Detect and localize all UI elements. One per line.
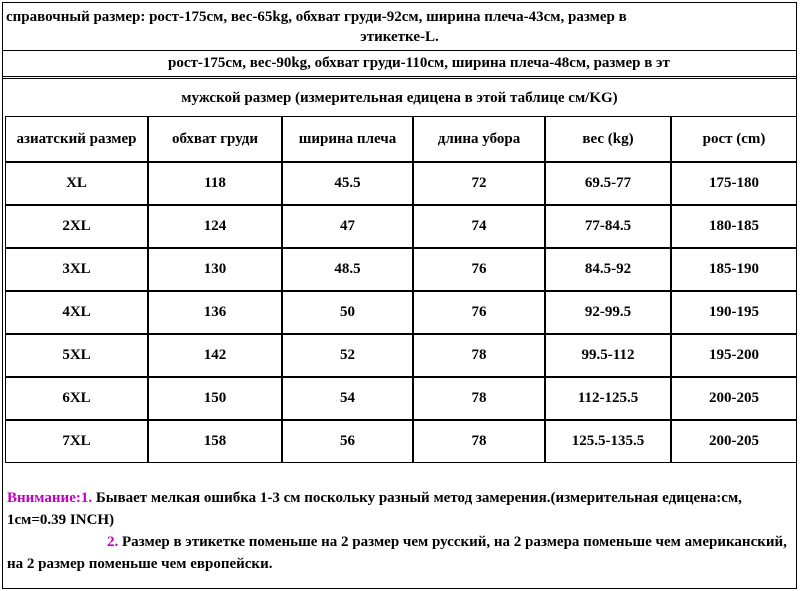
cell-shoulder: 50 [282, 291, 413, 334]
cell-length: 78 [413, 420, 545, 463]
table-header-row [5, 116, 797, 162]
cell-chest: 142 [148, 334, 282, 377]
table-row [5, 377, 797, 420]
divider [3, 50, 796, 51]
divider-double [3, 76, 796, 79]
size-chart-sheet [2, 2, 797, 589]
cell-chest: 130 [148, 248, 282, 291]
cell-shoulder: 48.5 [282, 248, 413, 291]
cell-length: 78 [413, 377, 545, 420]
table-row [5, 162, 797, 205]
note-1 [7, 487, 797, 531]
warning-label: Внимание:1. [7, 490, 93, 506]
header-weight: вес (kg) [545, 116, 671, 162]
cell-chest: 124 [148, 205, 282, 248]
header-chest: обхват груди [148, 116, 282, 162]
note-2 [7, 531, 797, 575]
header-height: рост (cm) [671, 116, 797, 162]
cell-size: 3XL [5, 248, 148, 291]
note-1-text: Бывает мелкая ошибка 1-3 см поскольку разный метод замерения.(измерительная едицена:см, 1см=0.39 INCH) [7, 490, 742, 528]
note-2-number: 2. [107, 534, 119, 550]
table-row [5, 205, 797, 248]
table-caption: мужской размер (измерительная едицена в этой таблице см/KG) [181, 90, 618, 106]
cell-chest: 118 [148, 162, 282, 205]
size-table [5, 116, 797, 463]
cell-size: 5XL [5, 334, 148, 377]
cell-length: 74 [413, 205, 545, 248]
header-shoulder: ширина плеча [282, 116, 413, 162]
cell-height: 180-185 [671, 205, 797, 248]
cell-shoulder: 52 [282, 334, 413, 377]
note-2-text: Размер в этикетке поменьше на 2 размер чем русский, на 2 размера поменьше чем американский, на 2 размер поменьше чем европейски. [7, 534, 787, 572]
cell-shoulder: 47 [282, 205, 413, 248]
cell-length: 76 [413, 248, 545, 291]
cell-size: 4XL [5, 291, 148, 334]
cell-size: 6XL [5, 377, 148, 420]
table-row [5, 248, 797, 291]
cell-weight: 112-125.5 [545, 377, 671, 420]
cell-weight: 84.5-92 [545, 248, 671, 291]
cell-shoulder: 54 [282, 377, 413, 420]
table-row [5, 420, 797, 463]
cell-size: XL [5, 162, 148, 205]
cell-height: 190-195 [671, 291, 797, 334]
table-row [5, 291, 797, 334]
reference-size-line-1 [3, 7, 796, 47]
cell-chest: 158 [148, 420, 282, 463]
header-asian-size: азиатский размер [5, 116, 148, 162]
cell-length: 72 [413, 162, 545, 205]
cell-weight: 125.5-135.5 [545, 420, 671, 463]
cell-weight: 99.5-112 [545, 334, 671, 377]
cell-height: 200-205 [671, 420, 797, 463]
reference-line-1b: этикетке-L. [360, 29, 439, 45]
header-length: длина убора [413, 116, 545, 162]
cell-chest: 150 [148, 377, 282, 420]
cell-size: 7XL [5, 420, 148, 463]
reference-size-line-2: рост-175см, вес-90kg, обхват груди-110см, ширина плеча-48см, размер в эт [168, 55, 670, 71]
cell-length: 78 [413, 334, 545, 377]
cell-height: 200-205 [671, 377, 797, 420]
notes [7, 487, 797, 575]
cell-height: 175-180 [671, 162, 797, 205]
cell-shoulder: 45.5 [282, 162, 413, 205]
cell-weight: 69.5-77 [545, 162, 671, 205]
reference-line-1a: справочный размер: рост-175см, вес-65kg, обхват груди-92см, ширина плеча-43см, размер в [6, 9, 627, 25]
cell-height: 185-190 [671, 248, 797, 291]
cell-weight: 92-99.5 [545, 291, 671, 334]
cell-size: 2XL [5, 205, 148, 248]
cell-chest: 136 [148, 291, 282, 334]
cell-weight: 77-84.5 [545, 205, 671, 248]
cell-length: 76 [413, 291, 545, 334]
cell-shoulder: 56 [282, 420, 413, 463]
cell-height: 195-200 [671, 334, 797, 377]
table-row [5, 334, 797, 377]
